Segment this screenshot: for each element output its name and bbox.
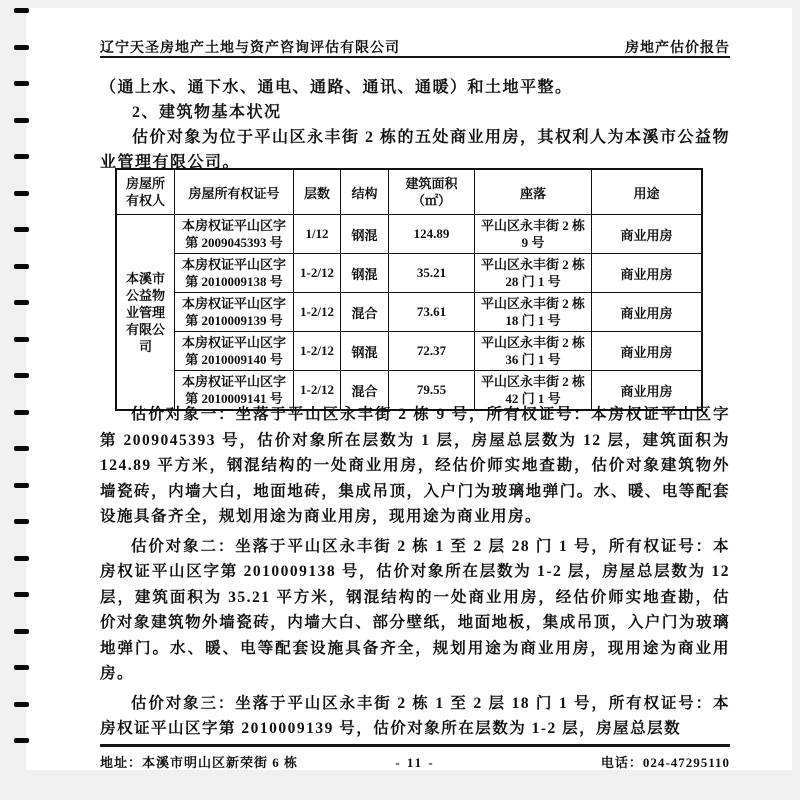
area-cell: 35.21 [389, 254, 475, 293]
area-cell: 79.55 [389, 371, 475, 411]
area-cell: 72.37 [389, 332, 475, 371]
binding-mark [14, 519, 29, 524]
paragraph-object-3: 估价对象三：坐落于平山区永丰街 2 栋 1 至 2 层 18 门 1 号，所有权证号：本房权证平山区字第 2010009139 号，估价对象所在层数为 1-2 层，房屋总层数 [100, 694, 730, 737]
col-header-use: 用途 [592, 169, 703, 215]
paragraph-object-1: 估价对象一：坐落于平山区永丰街 2 栋 9 号，所有权证号：本房权证平山区字第 2009045393 号，估价对象所在层数为 1 层，房屋总层数为 12 层，建筑面积为 124.89 平方米，钢混结构的一处商业用房，经估价师实地查勘，估价对象建筑物外墙瓷砖，内墙大白，地面地砖，集成吊顶，入户门为玻璃地弹门。水、暖、电等配套设施具备齐全，规划用途为商业用房，现用途为商业用房。 [100, 406, 730, 525]
binding-mark [14, 629, 29, 634]
intro-section [100, 75, 730, 175]
header-doc-title: 房地产估价报告 [625, 41, 730, 56]
binding-mark [14, 264, 29, 269]
location-cell: 平山区永丰街 2 栋 28 门 1 号 [475, 254, 592, 293]
structure-cell: 钢混 [341, 254, 389, 293]
binding-mark [14, 337, 29, 342]
binding-mark [14, 665, 29, 670]
cert-cell: 本房权证平山区字 第 2010009139 号 [175, 293, 294, 332]
binding-marks [0, 0, 40, 800]
location-cell: 平山区永丰街 2 栋 9 号 [475, 215, 592, 254]
floors-cell: 1-2/12 [294, 332, 341, 371]
col-header-cert: 房屋所有权证号 [175, 169, 294, 215]
binding-mark [14, 738, 29, 743]
table-row [116, 332, 702, 371]
col-header-owner: 房屋所 有权人 [116, 169, 175, 215]
table-row [116, 254, 702, 293]
use-cell: 商业用房 [592, 371, 703, 411]
page-footer [100, 752, 730, 771]
header-company-name: 辽宁天圣房地产土地与资产咨询评估有限公司 [100, 41, 400, 56]
table-row [116, 215, 702, 254]
binding-mark [14, 8, 29, 13]
location-cell: 平山区永丰街 2 栋 36 门 1 号 [475, 332, 592, 371]
header-rule [100, 56, 730, 58]
floors-cell: 1-2/12 [294, 293, 341, 332]
binding-mark [14, 300, 29, 305]
col-header-floors: 层数 [294, 169, 341, 215]
binding-mark [14, 446, 29, 451]
table-header-row [116, 169, 702, 215]
col-header-location: 座落 [475, 169, 592, 215]
binding-mark [14, 45, 29, 50]
binding-mark [14, 154, 29, 159]
floors-cell: 1-2/12 [294, 254, 341, 293]
structure-cell: 钢混 [341, 332, 389, 371]
col-header-area: 建筑面积 （㎡） [389, 169, 475, 215]
location-cell: 平山区永丰街 2 栋 42 门 1 号 [475, 371, 592, 411]
binding-mark [14, 702, 29, 707]
use-cell: 商业用房 [592, 293, 703, 332]
paragraph-object-2: 估价对象二：坐落于平山区永丰街 2 栋 1 至 2 层 28 门 1 号，所有权证号：本房权证平山区字第 2010009138 号，估价对象所在层数为 1-2 层，房屋总层数为 12 层，建筑面积为 35.21 平方米，钢混结构的一处商业用房，经估价师实地查勘，估价对象建筑物外墙瓷砖，内墙大白、部分壁纸，地面地板，集成吊顶，入户门为玻璃地弹门。水、暖、电等配套设施具备齐全，规划用途为商业用房，现用途为商业用房。 [100, 537, 730, 682]
page-header [100, 37, 730, 57]
binding-mark [14, 592, 29, 597]
structure-cell: 钢混 [341, 215, 389, 254]
paragraph-utilities: （通上水、通下水、通电、通路、通讯、通暖）和土地平整。 [100, 79, 573, 96]
footer-address: 地址：本溪市明山区新荣街 6 栋 [100, 755, 299, 770]
property-table [115, 168, 703, 411]
area-cell: 124.89 [389, 215, 475, 254]
owner-cell: 本溪市公益物业管理有限公司 [116, 215, 175, 411]
footer-phone: 电话：024-47295110 [600, 755, 730, 770]
structure-cell: 混合 [341, 371, 389, 411]
footer-page-number: - 11 - [395, 755, 435, 770]
col-header-structure: 结构 [341, 169, 389, 215]
binding-mark [14, 191, 29, 196]
binding-mark [14, 410, 29, 415]
binding-mark [14, 373, 29, 378]
binding-mark [14, 81, 29, 86]
binding-mark [14, 483, 29, 488]
use-cell: 商业用房 [592, 254, 703, 293]
document-page [26, 8, 792, 770]
binding-mark [14, 118, 29, 123]
table-row [116, 293, 702, 332]
structure-cell: 混合 [341, 293, 389, 332]
cert-cell: 本房权证平山区字 第 2010009140 号 [175, 332, 294, 371]
footer-rule [100, 744, 730, 747]
binding-mark [14, 556, 29, 561]
use-cell: 商业用房 [592, 215, 703, 254]
area-cell: 73.61 [389, 293, 475, 332]
cert-cell: 本房权证平山区字 第 2010009141 号 [175, 371, 294, 411]
use-cell: 商业用房 [592, 332, 703, 371]
location-cell: 平山区永丰街 2 栋 18 门 1 号 [475, 293, 592, 332]
paragraph-intro: 估价对象为位于平山区永丰街 2 栋的五处商业用房，其权利人为本溪市公益物业管理有限公司。 [100, 129, 731, 171]
floors-cell: 1-2/12 [294, 371, 341, 411]
body-text [100, 402, 730, 746]
floors-cell: 1/12 [294, 215, 341, 254]
cert-cell: 本房权证平山区字 第 2010009138 号 [175, 254, 294, 293]
binding-mark [14, 227, 29, 232]
cert-cell: 本房权证平山区字 第 2009045393 号 [175, 215, 294, 254]
section-heading: 2、建筑物基本状况 [132, 104, 282, 121]
